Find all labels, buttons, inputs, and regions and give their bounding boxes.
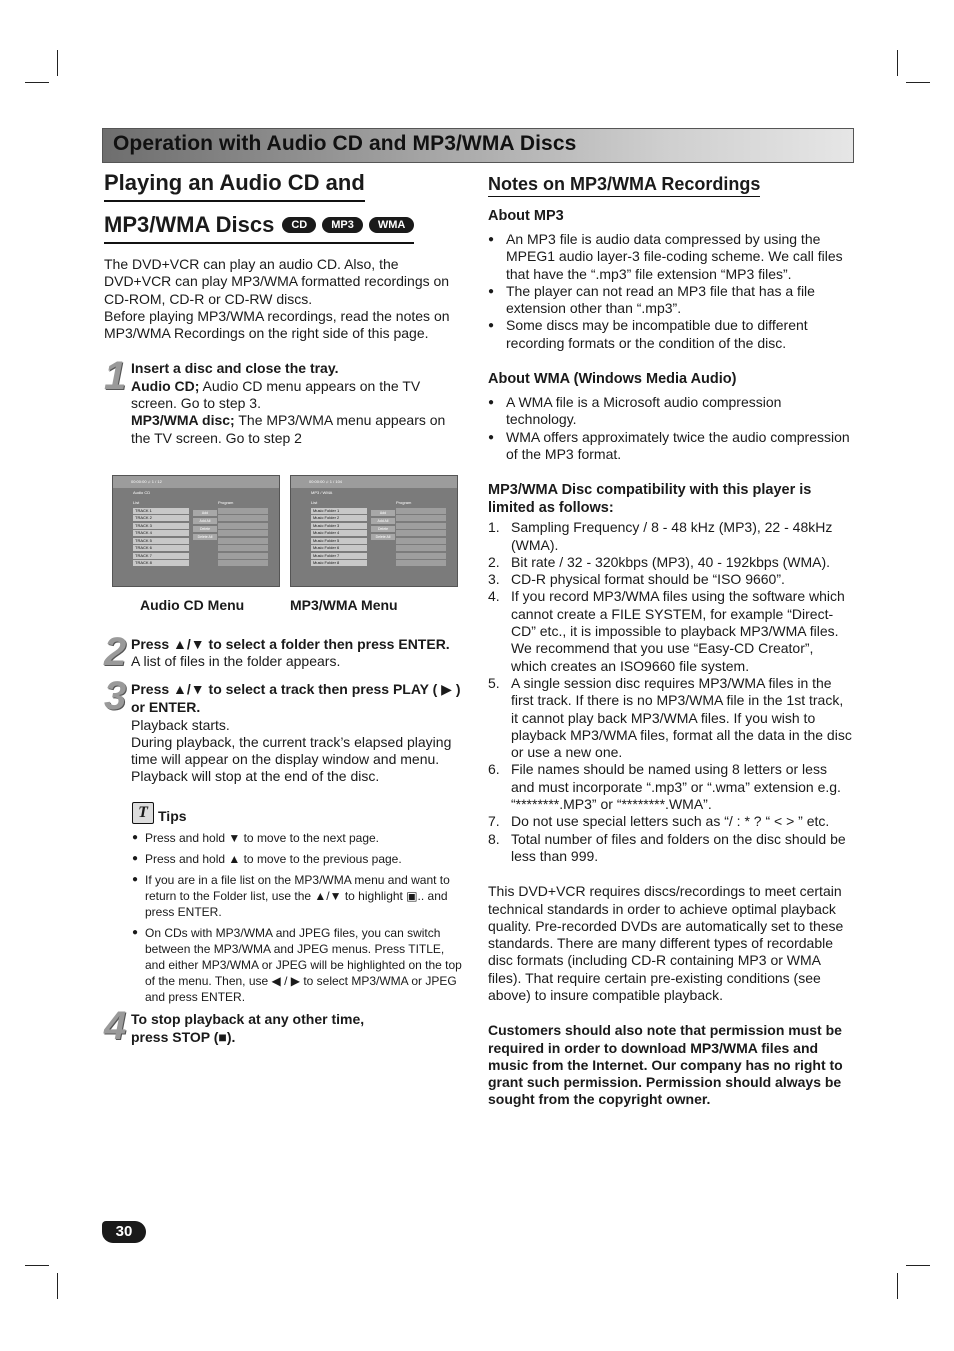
item-number: 7. xyxy=(488,813,500,830)
right-column xyxy=(488,168,852,1109)
tips-list xyxy=(132,830,466,1005)
program-list xyxy=(396,500,446,568)
crop-mark xyxy=(25,82,49,83)
audio-cd-label: Audio CD; xyxy=(131,377,200,394)
list-item[interactable]: TRACK 6 xyxy=(133,545,189,551)
about-wma-heading: About WMA (Windows Media Audio) xyxy=(488,371,737,388)
step-3 xyxy=(104,673,466,786)
program-row xyxy=(218,553,268,559)
compatibility-heading: MP3/WMA Disc compatibility with this player is limited as follows: xyxy=(488,482,812,517)
page-title-line2 xyxy=(104,210,414,244)
item-number: 4. xyxy=(488,588,500,605)
cd-badge: CD xyxy=(282,217,316,233)
left-column xyxy=(104,168,466,1047)
list-item[interactable]: Music Folder 4 xyxy=(311,530,367,536)
program-header: Program xyxy=(396,499,412,505)
intro-text xyxy=(104,256,466,342)
step-heading: Press ▲/▼ to select a track then press PLAY ( ▶ ) or ENTER. xyxy=(131,680,461,716)
page-title-line2-text: MP3/WMA Discs xyxy=(104,212,275,237)
audio-cd-text: Audio CD menu appears on the TV screen. Go to step 3. xyxy=(131,377,421,412)
program-row xyxy=(396,530,446,536)
tip-item: ● On CDs with MP3/WMA and JPEG files, you can switch between the MP3/WMA and JPEG menus. Press TITLE, and either MP3/WMA or JPEG will be highlighted on the top of the menu. Then, use ◀ / ▶ to select MP3/WMA or JPEG and press ENTER. xyxy=(132,925,466,1005)
program-row xyxy=(396,523,446,529)
item-number: 1. xyxy=(488,519,500,536)
requirements-paragraph: This DVD+VCR requires discs/recordings to meet certain technical standards in order to achieve optimal playback quality. Pre-recorded DVDs are automatically set to these standards. There are many different types of recordable disc formats (including CD-R containing MP3 or WMA files). That require certain pre-existing conditions (see above) to insure compatible playback. xyxy=(488,883,844,1003)
step-4 xyxy=(104,1003,466,1048)
program-row xyxy=(218,545,268,551)
screen-status: 00:00:00 ♫ 1 / 12 xyxy=(131,478,162,484)
list-item[interactable]: Music Folder 7 xyxy=(311,553,367,559)
crop-mark xyxy=(897,50,898,76)
program-row xyxy=(396,545,446,551)
step-heading: Insert a disc and close the tray. xyxy=(131,360,339,377)
step-number: 1 xyxy=(104,354,127,399)
section-title: Operation with Audio CD and MP3/WMA Discs xyxy=(113,132,577,155)
mp3-disc-label: MP3/WMA disc; xyxy=(131,412,235,429)
list-item: ● A WMA file is a Microsoft audio compression technology. xyxy=(488,394,852,429)
crop-mark xyxy=(897,1273,898,1299)
add-button[interactable]: Add xyxy=(193,510,217,516)
step-number: 3 xyxy=(104,673,127,718)
list-item: ● The player can not read an MP3 file that has a file extension other than “.mp3”. xyxy=(488,283,852,318)
add-button[interactable]: Add xyxy=(371,510,395,516)
program-row xyxy=(218,538,268,544)
list-item: ● WMA offers approximately twice the audio compression of the MP3 format. xyxy=(488,429,852,464)
tip-item: ● Press and hold ▼ to move to the next page. xyxy=(132,830,466,846)
step-heading: To stop playback at any other time, press STOP (■). xyxy=(131,1010,365,1046)
program-row xyxy=(396,553,446,559)
item-number: 3. xyxy=(488,571,500,588)
list-item[interactable]: Music Folder 2 xyxy=(311,515,367,521)
add-all-button[interactable]: Add All xyxy=(193,518,217,524)
program-row xyxy=(396,538,446,544)
delete-all-button[interactable]: Delete All xyxy=(193,534,217,540)
about-mp3-heading: About MP3 xyxy=(488,208,564,224)
menu-buttons xyxy=(193,510,217,542)
screen-captions xyxy=(140,597,440,613)
step-text xyxy=(131,412,466,447)
crop-mark xyxy=(25,1265,49,1266)
menu-screenshots xyxy=(112,475,458,587)
list-item xyxy=(488,519,852,554)
list-item[interactable]: Music Folder 3 xyxy=(311,523,367,529)
item-text: Do not use special letters such as “/ : * ? “ < > ” etc. xyxy=(511,813,830,830)
list-item[interactable]: Music Folder 1 xyxy=(311,508,367,514)
tips-header xyxy=(132,802,466,824)
list-item[interactable]: TRACK 8 xyxy=(133,560,189,566)
tips-icon: T xyxy=(132,802,154,824)
track-list xyxy=(133,500,189,568)
program-row xyxy=(218,515,268,521)
intro-paragraph-2: Before playing MP3/WMA recordings, read the notes on MP3/WMA Recordings on the right side of this page. xyxy=(104,307,450,342)
step-text: A list of files in the folder appears. xyxy=(131,653,341,670)
delete-button[interactable]: Delete xyxy=(193,526,217,532)
notes-title: Notes on MP3/WMA Recordings xyxy=(488,172,760,197)
compatibility-list xyxy=(488,519,852,865)
list-item xyxy=(488,761,852,813)
list-item xyxy=(488,675,852,761)
list-item xyxy=(488,571,852,588)
item-text: Total number of files and folders on the disc should be less than 999. xyxy=(511,830,846,864)
tips-title: Tips xyxy=(158,807,187,824)
menu-buttons xyxy=(371,510,395,542)
page-title-line1: Playing an Audio CD and xyxy=(104,168,365,202)
list-item xyxy=(488,831,852,866)
list-item: ● An MP3 file is audio data compressed by using the MPEG1 audio layer-3 file-coding scheme. We call files that have the “.mp3” file extension “MP3 files”. xyxy=(488,231,852,283)
mp3-wma-menu-caption: MP3/WMA Menu xyxy=(290,596,398,613)
list-item[interactable]: Music Folder 8 xyxy=(311,560,367,566)
delete-all-button[interactable]: Delete All xyxy=(371,534,395,540)
folder-list xyxy=(311,500,367,568)
mp3-wma-menu-screen xyxy=(290,475,458,587)
tip-item: ● If you are in a file list on the MP3/WMA menu and want to return to the Folder list, use the ▲/▼ to highlight ▣.. and press ENTER. xyxy=(132,872,466,920)
mp3-badge: MP3 xyxy=(322,217,363,233)
list-item xyxy=(488,813,852,830)
item-number: 2. xyxy=(488,553,500,570)
list-item[interactable]: TRACK 3 xyxy=(133,523,189,529)
program-row xyxy=(396,508,446,514)
list-item: ● Some discs may be incompatible due to different recording formats or the condition of the disc. xyxy=(488,317,852,352)
step-2 xyxy=(104,629,466,674)
list-item[interactable]: TRACK 5 xyxy=(133,538,189,544)
audio-cd-menu-screen xyxy=(112,475,280,587)
crop-mark xyxy=(906,1265,930,1266)
mp3-disc-text: The MP3/WMA menu appears on the TV screen. Go to step 2 xyxy=(131,412,446,446)
list-item[interactable]: Music Folder 6 xyxy=(311,545,367,551)
add-all-button[interactable]: Add All xyxy=(371,518,395,524)
program-row xyxy=(218,530,268,536)
step-text: During playback, the current track’s elapsed playing time will appear on the display window and menu. Playback will stop at the end of the disc. xyxy=(131,733,452,785)
list-item[interactable]: TRACK 2 xyxy=(133,515,189,521)
list-item xyxy=(488,554,852,571)
list-item[interactable]: TRACK 4 xyxy=(133,530,189,536)
step-number: 2 xyxy=(104,629,127,674)
section-banner xyxy=(102,128,854,163)
item-text: If you record MP3/WMA files using the software which cannot create a FILE SYSTEM, for example “Direct-CD” etc., it is impossible to playback MP3/WMA files. We recommend that you use “Easy-CD Creator”, which creates an ISO9660 file system. xyxy=(511,588,845,674)
intro-paragraph-1: The DVD+VCR can play an audio CD. Also, the DVD+VCR can play MP3/WMA formatted recordings on CD-ROM, CD-R or CD-RW discs. xyxy=(104,256,450,307)
page-number: 30 xyxy=(102,1221,146,1243)
screen-subtitle: Audio CD xyxy=(133,489,151,495)
program-header: Program xyxy=(218,499,234,505)
delete-button[interactable]: Delete xyxy=(371,526,395,532)
screen-subtitle: MP3 / WMA xyxy=(311,489,333,495)
item-text: Bit rate / 32 - 320kbps (MP3), 40 - 192kbps (WMA). xyxy=(511,553,831,570)
list-item[interactable]: Music Folder 5 xyxy=(311,538,367,544)
list-item[interactable]: TRACK 1 xyxy=(133,508,189,514)
step-text xyxy=(131,378,466,413)
program-row xyxy=(396,515,446,521)
step-heading: Press ▲/▼ to select a folder then press ENTER. xyxy=(131,635,450,652)
screen-topbar xyxy=(291,476,457,488)
crop-mark xyxy=(57,1273,58,1299)
page-title-line2-row xyxy=(104,210,466,244)
item-text: File names should be named using 8 letters or less and must incorporate “.mp3” or “.wma” extension e.g. “********.MP3” or “********.WMA”. xyxy=(511,761,841,813)
item-number: 6. xyxy=(488,761,500,778)
about-wma-list xyxy=(488,394,852,463)
tip-item: ● Press and hold ▲ to move to the previous page. xyxy=(132,851,466,867)
step-number: 4 xyxy=(104,1003,127,1048)
program-row xyxy=(218,560,268,566)
program-row xyxy=(396,560,446,566)
item-number: 5. xyxy=(488,674,500,691)
list-item xyxy=(488,588,852,674)
step-text: Playback starts. xyxy=(131,716,230,733)
screen-topbar xyxy=(113,476,279,488)
item-number: 8. xyxy=(488,830,500,847)
list-item[interactable]: TRACK 7 xyxy=(133,553,189,559)
wma-badge: WMA xyxy=(369,217,415,233)
program-row xyxy=(218,508,268,514)
permission-paragraph: Customers should also note that permission must be required in order to download MP3/WMA files and music from the Internet. Our company has no right to grant such permission. Permission should always be sought from the copyright owner. xyxy=(488,1022,843,1108)
crop-mark xyxy=(57,50,58,76)
program-row xyxy=(218,523,268,529)
item-text: Sampling Frequency / 8 - 48 kHz (MP3), 22 - 48kHz (WMA). xyxy=(511,519,833,553)
step-1 xyxy=(104,354,466,446)
list-header: List xyxy=(133,499,140,505)
screen-status: 00:00:00 ♫ 1 / 104 xyxy=(309,478,343,484)
audio-cd-menu-caption: Audio CD Menu xyxy=(140,596,245,613)
item-text: A single session disc requires MP3/WMA files in the first track. If there is no MP3/WMA file in the 1st track, it cannot play back MP3/WMA files. If you wish to playback MP3/WMA files, format all the data in the disc or use a new one. xyxy=(511,674,852,761)
program-list xyxy=(218,500,268,568)
list-header: List xyxy=(311,499,318,505)
about-mp3-list xyxy=(488,231,852,352)
item-text: CD-R physical format should be “ISO 9660”. xyxy=(511,571,785,588)
crop-mark xyxy=(906,82,930,83)
